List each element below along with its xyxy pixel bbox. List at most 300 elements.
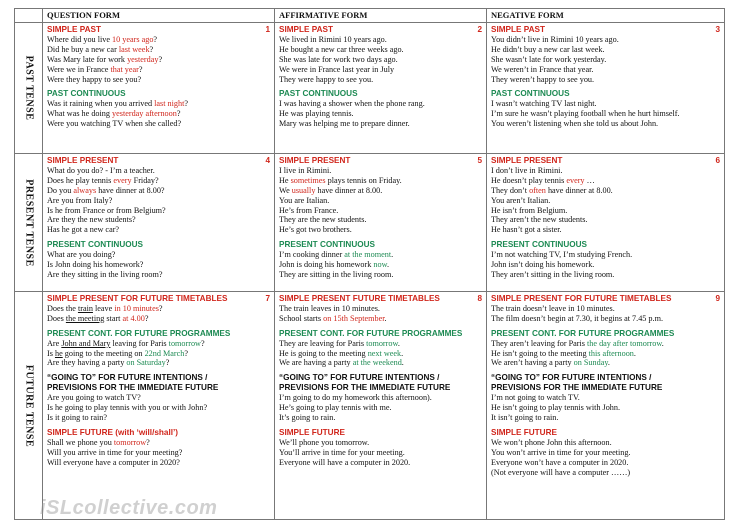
example-segment: ?: [146, 437, 150, 447]
section-heading: [279, 89, 482, 99]
example-segment: on Sunday: [573, 358, 608, 368]
section-title-2: PREVISIONS FOR THE IMMEDIATE FUTURE: [47, 383, 219, 393]
section-title: PRESENT CONTINUOUS: [491, 240, 587, 250]
section-heading: [491, 329, 720, 339]
example-segment: Were they happy to see you?: [47, 74, 142, 84]
header-question: QUESTION FORM: [43, 9, 275, 23]
example-segment: John is doing his homework: [279, 260, 374, 270]
section-heading: [47, 373, 270, 383]
example-line: [491, 339, 720, 349]
section-title: SIMPLE PAST: [491, 25, 545, 34]
example-line: [279, 45, 482, 55]
example-segment: always: [73, 185, 97, 195]
section-heading: [47, 428, 270, 438]
example-segment: Were you watching TV when she called?: [47, 119, 182, 129]
example-line: [47, 458, 270, 468]
header-negative: NEGATIVE FORM: [487, 9, 725, 23]
cell-number: 6: [715, 156, 720, 165]
example-segment: last night: [154, 99, 185, 109]
example-segment: It isn’t going to rain.: [491, 412, 559, 422]
example-line: [47, 448, 270, 458]
example-line: [491, 45, 720, 55]
example-segment: Everyone will have a computer in 2020.: [279, 457, 411, 467]
example-segment: yesterday afternoon: [112, 109, 177, 119]
example-segment: They were happy to see you.: [279, 74, 374, 84]
example-line: [491, 225, 720, 235]
example-line: [47, 403, 270, 413]
example-segment: have dinner at 8.00?: [96, 185, 165, 195]
example-line: [491, 260, 720, 270]
tenses-table: [14, 8, 725, 520]
example-segment: They are the new students.: [279, 215, 367, 225]
example-line: [47, 166, 270, 176]
example-segment: yesterday: [127, 54, 159, 64]
cell-number: 1: [265, 25, 270, 34]
section-heading: [279, 373, 482, 383]
example-segment: at the weekend: [352, 358, 402, 368]
example-segment: Has he got a new car?: [47, 225, 120, 235]
section-heading: [491, 156, 720, 166]
example-line: [279, 270, 482, 280]
example-segment: next week: [367, 348, 402, 358]
example-segment: tomorrow: [366, 338, 398, 348]
example-line: [279, 65, 482, 75]
example-line: [279, 225, 482, 235]
example-line: [47, 206, 270, 216]
example-segment: They aren’t leaving for Paris: [491, 338, 588, 348]
example-segment: Did he buy a new car: [47, 44, 119, 54]
example-segment: Friday?: [131, 175, 159, 185]
example-segment: on Saturday: [126, 358, 166, 368]
section-heading-2: [47, 383, 270, 393]
example-line: [47, 349, 270, 359]
example-line: [491, 186, 720, 196]
section-title: PRESENT CONT. FOR FUTURE PROGRAMMES: [491, 328, 675, 338]
example-line: [491, 215, 720, 225]
section-title: “GOING TO” FOR FUTURE INTENTIONS /: [47, 373, 208, 383]
row-label-future: FUTURE TENSE: [15, 292, 43, 520]
example-segment: Will you arrive in time for your meeting?: [47, 447, 183, 457]
example-segment: Shall we phone you: [47, 437, 114, 447]
example-line: [279, 186, 482, 196]
section-heading: [47, 25, 270, 35]
example-segment: You weren’t listening when she told us about John.: [491, 119, 659, 129]
example-segment: We lived in Rimini 10 years ago.: [279, 34, 387, 44]
example-line: [47, 304, 270, 314]
example-line: [47, 196, 270, 206]
example-line: [279, 438, 482, 448]
example-line: [279, 349, 482, 359]
example-segment: going to the meeting on: [62, 348, 145, 358]
example-segment: She wasn’t late for work yesterday.: [491, 54, 607, 64]
example-segment: I don’t live in Rimini.: [491, 165, 563, 175]
example-line: [491, 206, 720, 216]
example-segment: School starts: [279, 313, 324, 323]
example-line: [491, 99, 720, 109]
example-segment: Is he from France or from Belgium?: [47, 205, 166, 215]
example-segment: ?: [153, 34, 158, 44]
example-line: [491, 393, 720, 403]
example-segment: in 10 minutes: [114, 303, 159, 313]
example-segment: ?: [200, 338, 205, 348]
cell: [487, 154, 725, 292]
section-heading: [47, 89, 270, 99]
example-segment: You are Italian.: [279, 195, 330, 205]
example-segment: Were we in France: [47, 64, 111, 74]
example-segment: tomorrow: [113, 437, 147, 447]
section-title: SIMPLE FUTURE: [279, 427, 345, 437]
section-title-2: PREVISIONS FOR THE IMMEDIATE FUTURE: [279, 383, 451, 393]
example-segment: ?: [149, 44, 154, 54]
example-line: [279, 35, 482, 45]
example-segment: 22nd March: [144, 348, 185, 358]
example-line: [279, 75, 482, 85]
example-line: [47, 260, 270, 270]
cell: [43, 154, 275, 292]
example-segment: We are having a party: [279, 358, 353, 368]
example-segment: Are they the new students?: [47, 215, 136, 225]
section-heading: [491, 240, 720, 250]
section-title: PRESENT CONT. FOR FUTURE PROGRAMMES: [279, 328, 463, 338]
row-present: [15, 154, 725, 292]
example-segment: You’ll arrive in time for your meeting.: [279, 447, 405, 457]
example-segment: We: [279, 185, 292, 195]
example-line: [491, 55, 720, 65]
example-segment: He isn’t going to play tennis with John.: [491, 403, 621, 413]
example-segment: I’m sure he wasn’t playing football when he hurt himself.: [491, 109, 680, 119]
example-segment: Does: [47, 313, 66, 323]
example-segment: I’m not watching TV, I’m studying French.: [491, 250, 633, 260]
section-title: SIMPLE PRESENT: [47, 156, 119, 165]
example-line: [47, 358, 270, 368]
section-title: SIMPLE PAST: [47, 25, 101, 34]
example-segment: They aren’t sitting in the living room.: [491, 269, 615, 279]
cell-number: 3: [715, 25, 720, 34]
section-title: PRESENT CONT. FOR FUTURE PROGRAMMES: [47, 328, 231, 338]
example-segment: sometimes: [290, 175, 326, 185]
example-segment: this afternoon: [588, 348, 634, 358]
section-heading: [47, 294, 270, 304]
section-title: SIMPLE PAST: [279, 25, 333, 34]
section-title: PAST CONTINUOUS: [279, 89, 358, 99]
section-heading: [491, 294, 720, 304]
example-segment: Mary was helping me to prepare dinner.: [279, 119, 410, 129]
example-segment: I’m not going to watch TV.: [491, 393, 580, 403]
example-segment: We’ll phone you tomorrow.: [279, 437, 370, 447]
example-segment: He hasn’t got a sister.: [491, 225, 562, 235]
example-segment: have dinner at 8.00.: [545, 185, 613, 195]
section-heading: [47, 329, 270, 339]
section-title: “GOING TO” FOR FUTURE INTENTIONS /: [491, 373, 652, 383]
example-segment: He didn’t buy a new car last week.: [491, 44, 605, 54]
example-line: [47, 393, 270, 403]
example-segment: Are you going to watch TV?: [47, 393, 141, 403]
watermark: iSLcollective.com: [40, 497, 218, 519]
section-heading: [491, 89, 720, 99]
example-line: [47, 215, 270, 225]
example-segment: He isn’t going to the meeting: [491, 348, 589, 358]
section-heading: [491, 25, 720, 35]
example-line: [47, 35, 270, 45]
example-line: [491, 304, 720, 314]
example-segment: What are you doing?: [47, 250, 116, 260]
section-heading: [279, 156, 482, 166]
example-line: [491, 468, 720, 478]
example-segment: We were in France last year in July: [279, 64, 395, 74]
example-segment: he: [54, 348, 63, 358]
section-heading: [279, 428, 482, 438]
example-segment: He bought a new car three weeks ago.: [279, 44, 404, 54]
example-line: [47, 55, 270, 65]
example-segment: at the moment: [344, 250, 392, 260]
example-line: [47, 75, 270, 85]
example-segment: every: [113, 175, 132, 185]
example-segment: We weren’t in France that year.: [491, 64, 594, 74]
cell-number: 4: [265, 156, 270, 165]
cell-number: 2: [477, 25, 482, 34]
example-segment: You didn’t live in Rimini 10 years ago.: [491, 34, 619, 44]
example-segment: John and Mary: [61, 338, 111, 348]
example-segment: He isn’t from Belgium.: [491, 205, 568, 215]
example-segment: Will everyone have a computer in 2020?: [47, 457, 180, 467]
example-line: [47, 45, 270, 55]
example-line: [47, 65, 270, 75]
example-line: [491, 119, 720, 129]
example-line: [47, 250, 270, 260]
example-line: [279, 55, 482, 65]
example-line: [47, 225, 270, 235]
section-heading: [279, 25, 482, 35]
example-line: [279, 458, 482, 468]
example-segment: I live in Rimini.: [279, 165, 332, 175]
example-segment: They are leaving for Paris: [279, 338, 367, 348]
example-line: [491, 413, 720, 423]
example-line: [491, 314, 720, 324]
example-line: [279, 314, 482, 324]
section-heading: [279, 294, 482, 304]
example-line: [279, 339, 482, 349]
example-segment: leave: [92, 303, 115, 313]
example-segment: start: [104, 313, 123, 323]
example-segment: that year: [110, 64, 139, 74]
cell-number: 8: [477, 294, 482, 303]
example-line: [491, 250, 720, 260]
section-title-2: PREVISIONS FOR THE IMMEDIATE FUTURE: [491, 383, 663, 393]
example-segment: last week: [118, 44, 150, 54]
section-heading: [279, 329, 482, 339]
example-segment: He’s from France.: [279, 205, 339, 215]
section-title: SIMPLE PRESENT: [491, 156, 563, 165]
example-segment: We won’t phone John this afternoon.: [491, 437, 612, 447]
example-segment: ?: [184, 99, 189, 109]
example-line: [279, 413, 482, 423]
example-segment: John isn’t doing his homework.: [491, 260, 595, 270]
example-segment: You won’t arrive in time for your meeting.: [491, 447, 631, 457]
example-segment: ?: [184, 348, 189, 358]
example-segment: They weren’t happy to see you.: [491, 74, 595, 84]
header-affirmative: AFFIRMATIVE FORM: [275, 9, 487, 23]
example-line: [47, 186, 270, 196]
example-segment: They aren’t the new students.: [491, 215, 588, 225]
example-segment: Was it raining when you arrived: [47, 99, 155, 109]
example-segment: .: [401, 358, 404, 368]
example-segment: It’s going to rain.: [279, 412, 336, 422]
example-segment: Does he play tennis: [47, 175, 114, 185]
example-segment: Is it going to rain?: [47, 412, 108, 422]
example-line: [279, 99, 482, 109]
example-line: [491, 448, 720, 458]
example-line: [47, 99, 270, 109]
example-line: [279, 448, 482, 458]
example-line: [279, 358, 482, 368]
example-segment: .: [607, 358, 610, 368]
example-segment: He was playing tennis.: [279, 109, 354, 119]
example-segment: The film doesn’t begin at 7.30, it begins at 7.45 p.m.: [491, 313, 663, 323]
example-line: [279, 119, 482, 129]
example-line: [279, 206, 482, 216]
example-segment: I wasn’t watching TV last night.: [491, 99, 597, 109]
cell: [275, 292, 487, 520]
example-segment: Is John doing his homework?: [47, 260, 144, 270]
cell: [487, 23, 725, 154]
example-segment: at 4.00: [122, 313, 145, 323]
example-segment: .: [384, 313, 387, 323]
example-segment: ?: [144, 313, 149, 323]
example-segment: The train doesn’t leave in 10 minutes.: [491, 303, 615, 313]
example-segment: on 15th September: [323, 313, 385, 323]
example-line: [491, 176, 720, 186]
example-segment: ?: [138, 64, 143, 74]
example-segment: They don’t: [491, 185, 530, 195]
example-line: [47, 109, 270, 119]
example-line: [279, 393, 482, 403]
example-segment: tomorrow: [168, 338, 201, 348]
example-line: [47, 314, 270, 324]
example-segment: leaving for Paris: [110, 338, 169, 348]
cell-number: 7: [265, 294, 270, 303]
section-title: SIMPLE PRESENT FOR FUTURE TIMETABLES: [491, 294, 672, 303]
example-segment: ?: [158, 303, 163, 313]
cell: [275, 154, 487, 292]
section-heading-2: [279, 383, 482, 393]
example-segment: I’m cooking dinner: [279, 250, 345, 260]
example-segment: .: [391, 250, 394, 260]
example-segment: They are sitting in the living room.: [279, 269, 394, 279]
cell-number: 9: [715, 294, 720, 303]
section-title: PAST CONTINUOUS: [491, 89, 570, 99]
example-segment: train: [77, 303, 93, 313]
example-segment: now: [373, 260, 387, 270]
example-line: [279, 176, 482, 186]
section-heading: [491, 428, 720, 438]
example-segment: the day after tomorrow: [587, 338, 662, 348]
example-line: [491, 109, 720, 119]
example-segment: Are: [47, 338, 62, 348]
example-segment: The train leaves in 10 minutes.: [279, 303, 380, 313]
example-segment: She was late for work two days ago.: [279, 54, 398, 64]
example-line: [279, 166, 482, 176]
example-segment: ?: [165, 358, 170, 368]
header-row: [15, 9, 725, 23]
section-title: SIMPLE PRESENT FOR FUTURE TIMETABLES: [47, 294, 228, 303]
example-segment: .: [633, 348, 636, 358]
example-segment: What was he doing: [47, 109, 113, 119]
example-line: [47, 270, 270, 280]
example-line: [491, 358, 720, 368]
example-line: [491, 438, 720, 448]
example-segment: ?: [158, 54, 163, 64]
example-segment: He is going to the meeting: [279, 348, 368, 358]
example-segment: .: [397, 338, 400, 348]
example-segment: Is: [47, 348, 55, 358]
cell-number: 5: [477, 156, 482, 165]
example-segment: the meeting: [65, 313, 105, 323]
example-line: [491, 458, 720, 468]
example-line: [47, 339, 270, 349]
example-segment: What do you do? - I’m a teacher.: [47, 165, 155, 175]
corner-cell: [15, 9, 43, 23]
section-title: SIMPLE PRESENT FUTURE TIMETABLES: [279, 294, 440, 303]
example-segment: plays tennis on Friday.: [325, 175, 402, 185]
example-segment: We aren’t having a party: [491, 358, 574, 368]
example-line: [279, 250, 482, 260]
example-line: [491, 166, 720, 176]
example-segment: 10 years ago: [112, 34, 154, 44]
section-heading: [491, 373, 720, 383]
example-segment: Are you from Italy?: [47, 195, 113, 205]
example-line: [279, 109, 482, 119]
example-segment: Do you: [47, 185, 74, 195]
cell: [43, 23, 275, 154]
example-segment: Does the: [47, 303, 78, 313]
example-line: [491, 349, 720, 359]
example-segment: .: [401, 348, 404, 358]
cell: [487, 292, 725, 520]
example-line: [47, 119, 270, 129]
example-line: [47, 176, 270, 186]
section-heading: [47, 156, 270, 166]
section-title: SIMPLE PRESENT: [279, 156, 351, 165]
example-line: [491, 65, 720, 75]
row-past: [15, 23, 725, 154]
example-segment: every: [566, 175, 585, 185]
example-segment: Is he going to play tennis with you or with John?: [47, 403, 208, 413]
example-segment: He’s got two brothers.: [279, 225, 352, 235]
section-title: PRESENT CONTINUOUS: [279, 240, 375, 250]
example-line: [491, 196, 720, 206]
section-title: PRESENT CONTINUOUS: [47, 240, 143, 250]
section-title: SIMPLE FUTURE (with ‘will/shall’): [47, 427, 179, 437]
example-line: [491, 35, 720, 45]
example-line: [279, 304, 482, 314]
example-line: [279, 260, 482, 270]
example-segment: Where did you live: [47, 34, 113, 44]
section-title: SIMPLE FUTURE: [491, 427, 557, 437]
example-segment: Everyone won’t have a computer in 2020.: [491, 457, 629, 467]
example-segment: ?: [176, 109, 181, 119]
example-segment: You aren’t Italian.: [491, 195, 551, 205]
example-segment: He’s going to play tennis with me.: [279, 403, 392, 413]
section-heading-2: [491, 383, 720, 393]
example-segment: .: [386, 260, 390, 270]
example-line: [47, 413, 270, 423]
example-segment: Are they sitting in the living room?: [47, 269, 163, 279]
row-label-present: PRESENT TENSE: [15, 154, 43, 292]
example-segment: I’m going to do my homework this afternoon).: [279, 393, 432, 403]
section-title: PAST CONTINUOUS: [47, 89, 126, 99]
row-label-past: PAST TENSE: [15, 23, 43, 154]
section-heading: [47, 240, 270, 250]
